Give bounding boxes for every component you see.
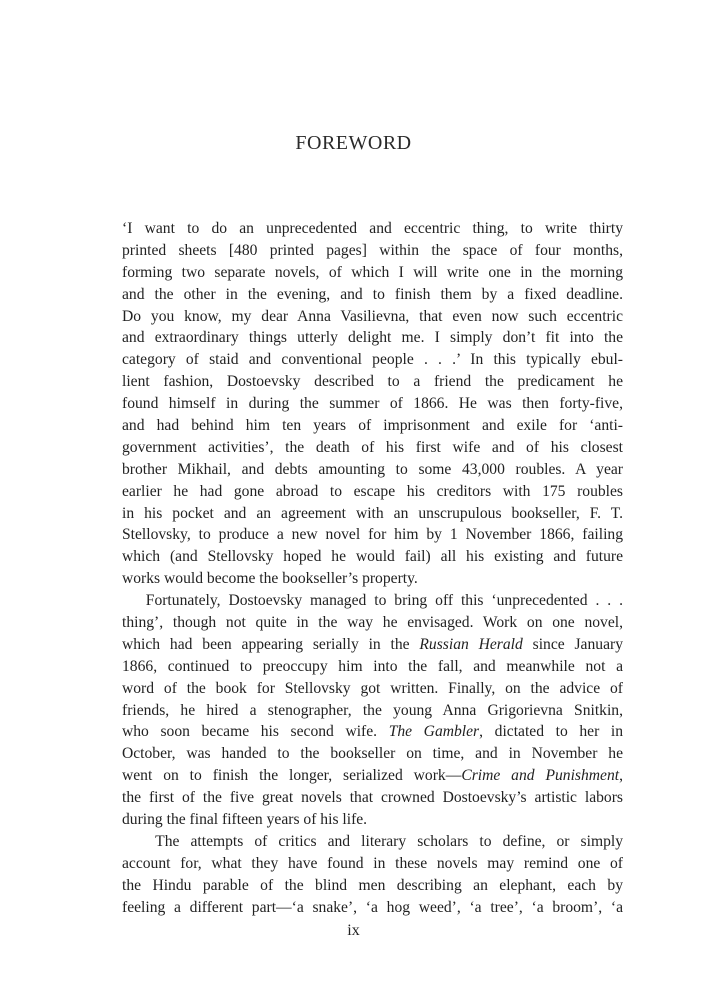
text-line bbox=[122, 743, 623, 765]
text-segment: friends, he hired a stenographer, the young Anna Grigorievna Snitkin, bbox=[122, 701, 623, 719]
text-segment: works would become the bookseller’s property. bbox=[122, 570, 418, 588]
text-segment: who soon became his second wife. bbox=[122, 723, 389, 741]
text-segment: and had behind him ten years of imprisonment and exile for ‘anti- bbox=[122, 417, 623, 435]
text-line bbox=[122, 809, 623, 831]
text-segment: , dictated to her in bbox=[479, 723, 623, 741]
text-line bbox=[122, 306, 623, 328]
text-segment: and the other in the evening, and to finish them by a fixed deadline. bbox=[122, 285, 623, 303]
text-line bbox=[122, 831, 623, 853]
text-segment: the Hindu parable of the blind men describing an elephant, each by bbox=[122, 876, 623, 894]
text-line bbox=[122, 524, 623, 546]
text-segment: account for, what they have found in these novels may remind one of bbox=[122, 854, 623, 872]
text-segment: Do you know, my dear Anna Vasilievna, that even now such eccentric bbox=[122, 307, 623, 325]
italic-title: Crime and Punishment bbox=[461, 767, 620, 785]
text-segment: the first of the five great novels that crowned Dostoevsky’s artistic labors bbox=[122, 789, 623, 807]
text-segment: thing’, though not quite in the way he envisaged. Work on one novel, bbox=[122, 614, 623, 632]
text-segment: found himself in during the summer of 1866. He was then forty-five, bbox=[122, 395, 623, 413]
text-segment: 1866, continued to preoccupy him into the fall, and meanwhile not a bbox=[122, 657, 623, 675]
text-line bbox=[122, 240, 623, 262]
paragraph bbox=[122, 590, 623, 831]
text-segment: ‘I want to do an unprecedented and eccentric thing, to write thirty bbox=[122, 220, 623, 237]
text-segment: went on to finish the longer, serialized work— bbox=[122, 767, 462, 785]
text-line bbox=[122, 612, 623, 634]
italic-title: The Gambler bbox=[388, 723, 480, 741]
text-line bbox=[122, 897, 623, 919]
text-line bbox=[122, 284, 623, 306]
text-line bbox=[122, 437, 623, 459]
text-segment: and extraordinary things utterly delight me. I simply don’t fit into the bbox=[122, 329, 623, 347]
text-segment: earlier he had gone abroad to escape his creditors with 175 roubles bbox=[122, 482, 623, 500]
text-line bbox=[122, 459, 623, 481]
chapter-title: FOREWORD bbox=[295, 132, 412, 154]
text-line bbox=[122, 262, 623, 284]
text-line bbox=[122, 568, 623, 590]
text-segment: feeling a different part—‘a snake’, ‘a hog weed’, ‘a tree’, ‘a broom’, ‘a bbox=[122, 898, 623, 916]
body-text bbox=[122, 218, 623, 919]
text-segment: word of the book for Stellovsky got written. Finally, on the advice of bbox=[122, 679, 623, 697]
text-line bbox=[122, 393, 623, 415]
text-segment: forming two separate novels, of which I will write one in the morning bbox=[122, 263, 623, 281]
text-line bbox=[122, 656, 623, 678]
italic-title: Russian Herald bbox=[419, 635, 523, 653]
page-number: ix bbox=[347, 922, 360, 939]
text-line bbox=[122, 481, 623, 503]
text-line bbox=[122, 415, 623, 437]
text-line bbox=[122, 721, 623, 743]
text-segment: brother Mikhail, and debts amounting to some 43,000 roubles. A year bbox=[122, 460, 623, 478]
text-line bbox=[122, 503, 623, 525]
text-line bbox=[122, 218, 623, 240]
text-segment: printed sheets [480 printed pages] within the space of four months, bbox=[122, 241, 623, 259]
text-segment: Fortunately, Dostoevsky managed to bring off this ‘unprecedented . . . bbox=[122, 592, 623, 610]
text-line bbox=[122, 700, 623, 722]
text-segment: Stellovsky, to produce a new novel for him by 1 November 1866, failing bbox=[122, 526, 623, 544]
paragraph bbox=[122, 831, 623, 919]
text-line bbox=[122, 327, 623, 349]
text-segment: in his pocket and an agreement with an unscrupulous bookseller, F. T. bbox=[122, 504, 623, 522]
text-segment: since January bbox=[522, 635, 623, 653]
text-line bbox=[122, 853, 623, 875]
text-segment: lient fashion, Dostoevsky described to a friend the predicament he bbox=[122, 373, 623, 391]
text-segment: government activities’, the death of his first wife and of his closest bbox=[122, 438, 623, 456]
text-segment: which (and Stellovsky hoped he would fail) all his existing and future bbox=[122, 548, 623, 566]
text-line bbox=[122, 875, 623, 897]
text-line bbox=[122, 590, 623, 612]
paragraph bbox=[122, 218, 623, 590]
text-segment: October, was handed to the bookseller on time, and in November he bbox=[122, 745, 623, 763]
text-line bbox=[122, 546, 623, 568]
text-line bbox=[122, 765, 623, 787]
text-segment: , bbox=[619, 767, 623, 785]
text-line bbox=[122, 634, 623, 656]
text-line bbox=[122, 349, 623, 371]
text-segment: during the final fifteen years of his life. bbox=[122, 811, 368, 829]
text-line bbox=[122, 787, 623, 809]
text-segment: The attempts of critics and literary scholars to define, or simply bbox=[122, 832, 623, 850]
text-segment: category of staid and conventional people . . .’ In this typically ebul- bbox=[122, 351, 623, 369]
text-line bbox=[122, 371, 623, 393]
text-line bbox=[122, 678, 623, 700]
text-segment: which had been appearing serially in the bbox=[122, 635, 420, 653]
